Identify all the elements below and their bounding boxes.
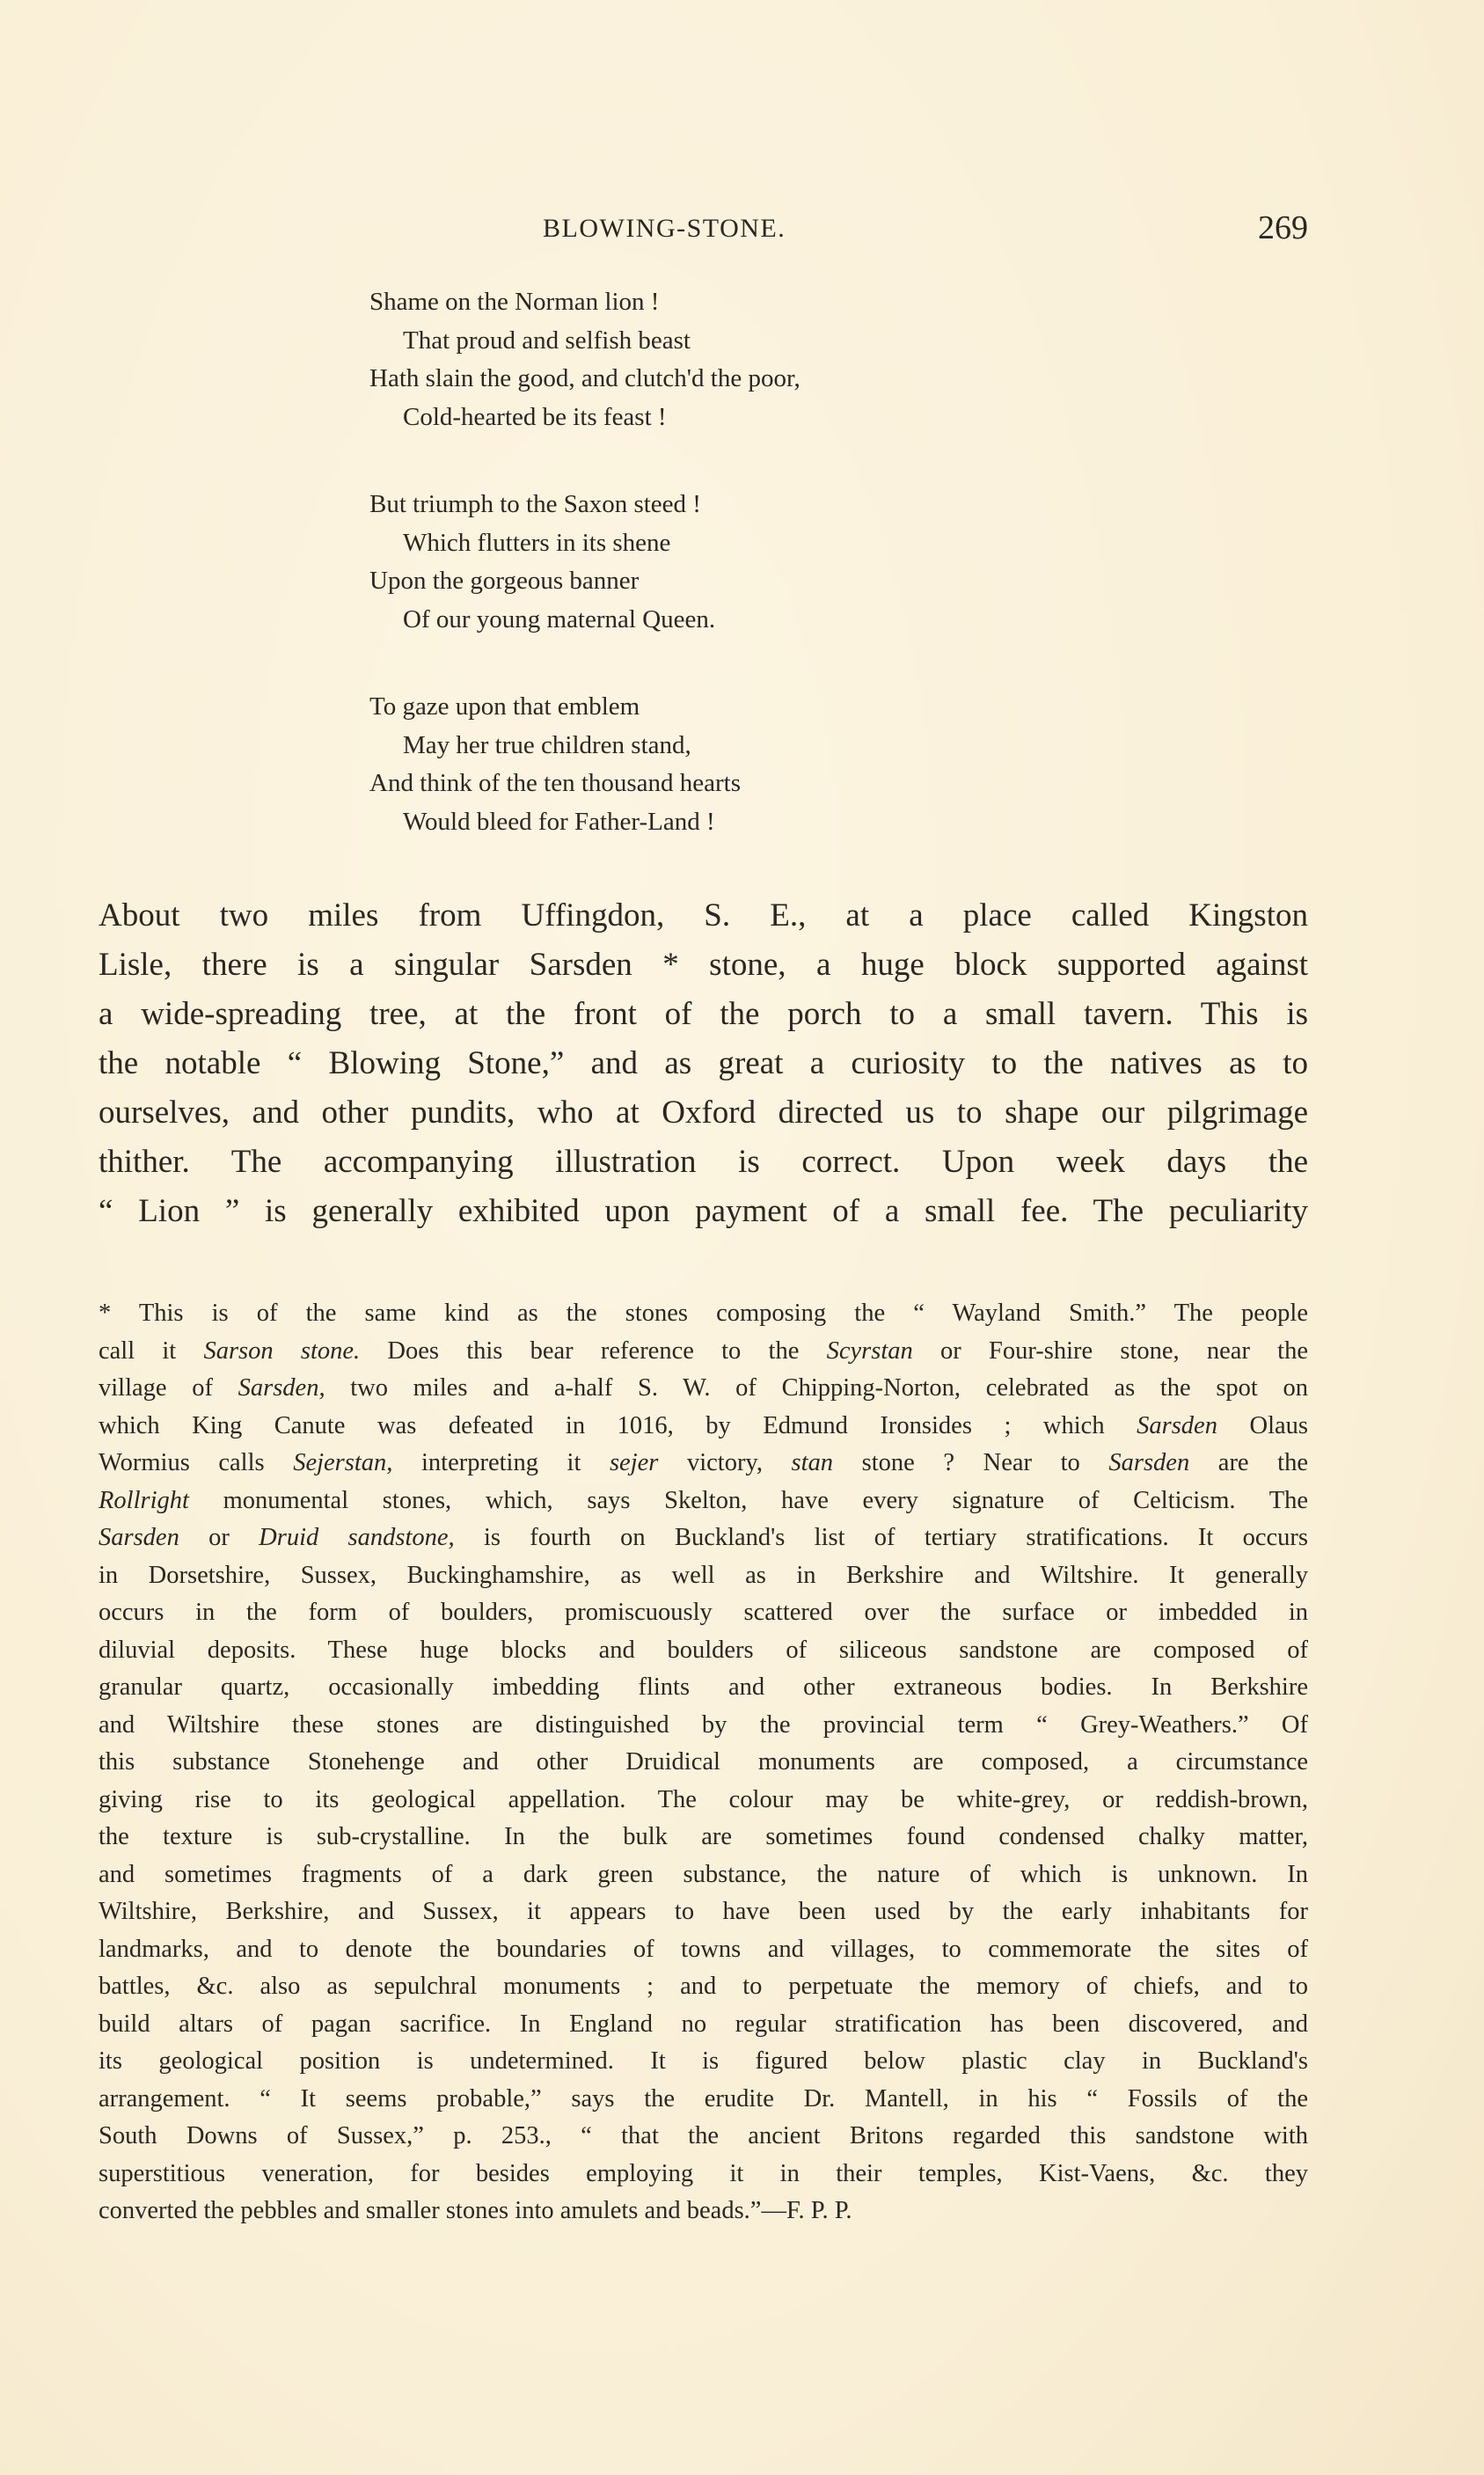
footnote-italic: Sarsden xyxy=(1137,1411,1217,1439)
footnote-line: diluvial deposits. These huge blocks and boulders of siliceous sandstone are composed of xyxy=(99,1636,1308,1664)
footnote-text: victory, xyxy=(658,1449,792,1476)
footnote-line xyxy=(99,1333,1308,1371)
footnote-line: and sometimes fragments of a dark green substance, the nature of which is unknown. In xyxy=(99,1860,1308,1888)
footnote-line xyxy=(99,1408,1308,1446)
running-title: BLOWING-STONE. xyxy=(543,214,786,243)
footnote-text: stone ? Near to xyxy=(833,1449,1109,1476)
footnote-text: two miles and a-half S. W. of Chipping-Norton, celebrated as the spot on xyxy=(325,1374,1308,1402)
footnote-text: Olaus xyxy=(1217,1411,1309,1439)
footnote-line: its geological position is undetermined. It is figured below plastic clay in Buckland's xyxy=(99,2047,1308,2075)
footnote-line: converted the pebbles and smaller stones into amulets and beads.”—F. P. P. xyxy=(99,2197,852,2224)
footnote-line: granular quartz, occasionally imbedding flints and other extraneous bodies. In Berkshire xyxy=(99,1673,1308,1701)
body-line: the notable “ Blowing Stone,” and as great a curiosity to the natives as to xyxy=(99,1045,1308,1081)
footnote-line xyxy=(99,1445,1308,1483)
footnote-line: this substance Stonehenge and other Druidical monuments are composed, a circumstance xyxy=(99,1748,1308,1776)
footnote-line: Wiltshire, Berkshire, and Sussex, it appears to have been used by the early inhabitants for xyxy=(99,1898,1308,1925)
footnote-line: arrangement. “ It seems probable,” says the erudite Dr. Mantell, in his “ Fossils of the xyxy=(99,2084,1308,2113)
poem-line: But triumph to the Saxon steed ! xyxy=(369,490,701,518)
poem-line: To gaze upon that emblem xyxy=(369,692,640,721)
footnote-line xyxy=(99,1483,1308,1520)
footnote-line: the texture is sub-crystalline. In the bulk are sometimes found condensed chalky matter, xyxy=(99,1823,1308,1850)
poem xyxy=(369,283,1161,890)
footnote-line: in Dorsetshire, Sussex, Buckinghamshire, as well as in Berkshire and Wiltshire. It generally xyxy=(99,1561,1308,1589)
footnote-line xyxy=(99,1370,1308,1408)
poem-stanza xyxy=(369,486,1161,639)
poem-line: May her true children stand, xyxy=(403,730,691,759)
body-paragraph xyxy=(99,891,1308,1236)
footnote-text: or Four-shire stone, near the xyxy=(912,1336,1308,1365)
footnote-line: South Downs of Sussex,” p. 253., “ that the ancient Britons regarded this sandstone with xyxy=(99,2122,1308,2149)
footnote-italic: sejer xyxy=(609,1449,659,1476)
body-line: About two miles from Uffingdon, S. E., at a place called Kingston xyxy=(99,897,1308,934)
footnote-text: Does this bear reference to the xyxy=(360,1336,827,1365)
footnote-text: are the xyxy=(1189,1449,1308,1476)
footnote-line xyxy=(99,1295,1308,1333)
poem-line: Which flutters in its shene xyxy=(403,528,671,557)
body-line: a wide-spreading tree, at the front of the porch to a small tavern. This is xyxy=(99,996,1308,1032)
footnote-line: occurs in the form of boulders, promiscuously scattered over the surface or imbedded in xyxy=(99,1599,1308,1626)
footnote-italic: Sejerstan, xyxy=(293,1449,393,1476)
footnote-italic: Rollright xyxy=(99,1486,189,1514)
footnote-italic: stan xyxy=(791,1449,834,1476)
footnote-text: * This is of the same kind as the stones composing the “ Wayland Smith.” The people xyxy=(99,1300,1308,1327)
footnote-line: build altars of pagan sacrifice. In England no regular stratification has been discovered, and xyxy=(99,2010,1308,2038)
poem-line: And think of the ten thousand hearts xyxy=(369,769,742,797)
footnote-line: landmarks, and to denote the boundaries of towns and villages, to commemorate the sites of xyxy=(99,1935,1308,1963)
poem-line: Cold-hearted be its feast ! xyxy=(403,402,667,431)
poem-line: That proud and selfish beast xyxy=(403,326,691,355)
poem-line: Would bleed for Father-Land ! xyxy=(403,807,715,836)
footnote-text: village of xyxy=(99,1374,238,1402)
footnote-text: call it xyxy=(99,1336,204,1365)
body-line: ourselves, and other pundits, who at Oxford directed us to shape our pilgrimage xyxy=(99,1095,1308,1131)
footnote-italic: Druid sandstone, xyxy=(259,1524,455,1551)
footnote-line: giving rise to its geological appellation. The colour may be white-grey, or reddish-brown, xyxy=(99,1785,1308,1813)
body-line: Lisle, there is a singular Sarsden * stone, a huge block supported against xyxy=(99,947,1308,983)
footnote-text: Wormius calls xyxy=(99,1449,294,1476)
footnote-line: superstitious veneration, for besides employing it in their temples, Kist-Vaens, &c. they xyxy=(99,2159,1308,2187)
footnote-text: is fourth on Buckland's list of tertiary stratifications. It occurs xyxy=(454,1524,1308,1551)
footnote-text: monumental stones, which, says Skelton, have every signature of Celticism. The xyxy=(188,1486,1308,1514)
footnote-italic: Sarsden xyxy=(1108,1449,1190,1476)
footnote-text: which King Canute was defeated in 1016, by Edmund Ironsides ; which xyxy=(99,1411,1137,1439)
footnote-text: or xyxy=(179,1524,260,1551)
footnote-italic: Sarsden, xyxy=(238,1374,325,1402)
body-line: thither. The accompanying illustration is correct. Upon week days the xyxy=(99,1144,1308,1180)
poem-line: Upon the gorgeous banner xyxy=(369,567,640,595)
body-line: “ Lion ” is generally exhibited upon payment of a small fee. The peculiarity xyxy=(99,1193,1308,1229)
page-header xyxy=(99,209,1308,249)
poem-stanza xyxy=(369,688,1161,841)
footnote-italic: Sarsden xyxy=(99,1524,179,1551)
footnote-line: battles, &c. also as sepulchral monuments ; and to perpetuate the memory of chiefs, and to xyxy=(99,1973,1308,2000)
footnote-text: interpreting it xyxy=(392,1449,610,1476)
footnote-italic: Sarson stone. xyxy=(203,1336,361,1365)
footnote-line: and Wiltshire these stones are distinguished by the provincial term “ Grey-Weathers.” Of xyxy=(99,1710,1308,1739)
poem-line: Shame on the Norman lion ! xyxy=(369,288,660,316)
poem-line: Hath slain the good, and clutch'd the poor, xyxy=(369,364,800,392)
footnote-line xyxy=(99,1519,1308,1557)
poem-stanza xyxy=(369,283,1161,436)
footnote-italic: Scyrstan xyxy=(826,1336,913,1365)
page-number: 269 xyxy=(1258,209,1308,246)
footnote xyxy=(99,1295,1308,2230)
poem-line: Of our young maternal Queen. xyxy=(403,604,716,633)
